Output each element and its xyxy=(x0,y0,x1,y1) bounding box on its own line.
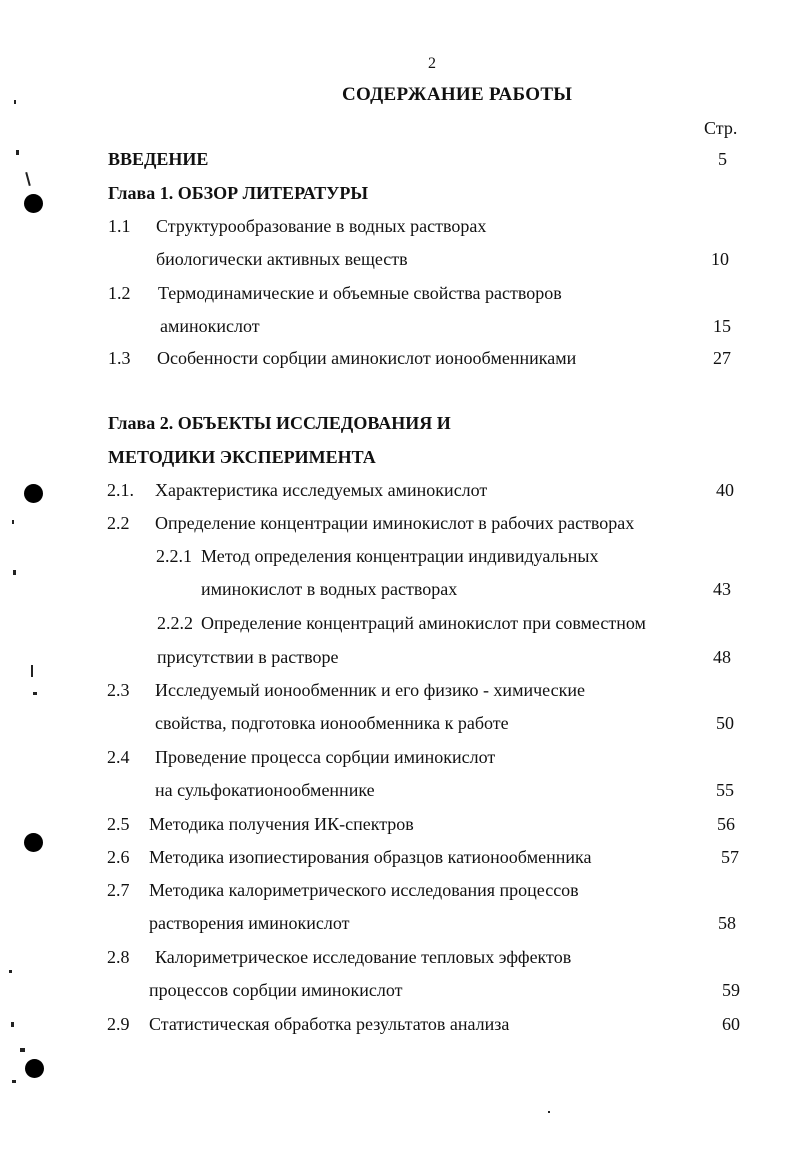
toc-subitem-title: Определение концентраций аминокислот при совместном xyxy=(201,613,646,633)
toc-item-page: 50 xyxy=(716,713,734,733)
punch-hole xyxy=(24,833,43,852)
page-title: СОДЕРЖАНИЕ РАБОТЫ xyxy=(342,84,573,105)
toc-item-title: Характеристика исследуемых аминокислот xyxy=(155,480,488,500)
toc-item-number: 2.6 xyxy=(107,847,130,867)
toc-item-page: 57 xyxy=(721,847,739,867)
scan-speck xyxy=(33,692,37,695)
toc-item-title-cont: на сульфокатионообменнике xyxy=(155,780,375,800)
scan-speck xyxy=(11,1022,14,1027)
toc-item-title: Проведение процесса сорбции иминокислот xyxy=(155,747,496,767)
page-column-header: Стр. xyxy=(704,118,738,138)
toc-item-title: Определение концентрации иминокислот в рабочих растворах xyxy=(155,513,635,533)
toc-subitem-title-cont: иминокислот в водных растворах xyxy=(201,579,458,599)
toc-item-number: 2.7 xyxy=(107,880,130,900)
punch-hole xyxy=(24,484,43,503)
punch-hole xyxy=(25,1059,44,1078)
toc-item-number: 2.4 xyxy=(107,747,130,767)
punch-hole xyxy=(24,194,43,213)
toc-item-page: 58 xyxy=(718,913,736,933)
toc-item-title-cont: свойства, подготовка ионообменника к работе xyxy=(155,713,509,733)
toc-item-title: Методика получения ИК-спектров xyxy=(149,814,414,834)
toc-item-title-cont: процессов сорбции иминокислот xyxy=(149,980,403,1000)
toc-subitem-title-cont: присутствии в растворе xyxy=(157,647,339,667)
toc-item-title: Особенности сорбции аминокислот ионообменниками xyxy=(157,348,577,368)
toc-item-page: 43 xyxy=(713,579,731,599)
chapter2-heading-cont: МЕТОДИКИ ЭКСПЕРИМЕНТА xyxy=(108,447,376,467)
toc-item-number: 2.2 xyxy=(107,513,130,533)
toc-item-title: Термодинамические и объемные свойства растворов xyxy=(158,283,562,303)
toc-item-title-cont: аминокислот xyxy=(160,316,260,336)
toc-item-page: 55 xyxy=(716,780,734,800)
chapter2-heading: Глава 2. ОБЪЕКТЫ ИССЛЕДОВАНИЯ И xyxy=(108,413,451,433)
toc-item-page: 60 xyxy=(722,1014,740,1034)
scan-speck xyxy=(12,1080,16,1083)
toc-subitem-number: 2.2.2 xyxy=(157,613,193,633)
chapter1-heading: Глава 1. ОБЗОР ЛИТЕРАТУРЫ xyxy=(108,183,369,203)
toc-item-page: 40 xyxy=(716,480,734,500)
toc-item-page: 15 xyxy=(713,316,731,336)
toc-item-number: 2.9 xyxy=(107,1014,130,1034)
toc-item-title-cont: биологически активных веществ xyxy=(156,249,408,269)
scan-speck xyxy=(12,520,14,524)
toc-item-page: 10 xyxy=(711,249,729,269)
page-number: 2 xyxy=(428,55,436,72)
toc-item-number: 1.2 xyxy=(108,283,131,303)
scan-speck xyxy=(548,1111,550,1113)
scan-speck xyxy=(9,970,12,973)
scan-speck xyxy=(14,100,16,104)
toc-item-number: 2.3 xyxy=(107,680,130,700)
scan-speck xyxy=(13,570,16,575)
intro-page: 5 xyxy=(718,149,727,169)
toc-item-title-cont: растворения иминокислот xyxy=(149,913,350,933)
toc-item-title: Калориметрическое исследование тепловых эффектов xyxy=(155,947,572,967)
intro-label: ВВЕДЕНИЕ xyxy=(108,149,209,169)
toc-item-page: 48 xyxy=(713,647,731,667)
scan-speck xyxy=(31,665,33,677)
toc-item-number: 1.1 xyxy=(108,216,131,236)
toc-subitem-number: 2.2.1 xyxy=(156,546,192,566)
scan-speck xyxy=(20,1048,25,1052)
toc-item-title: Исследуемый ионообменник и его физико - химические xyxy=(155,680,585,700)
toc-item-number: 2.5 xyxy=(107,814,130,834)
toc-item-page: 59 xyxy=(722,980,740,1000)
toc-item-title: Методика изопиестирования образцов катионообменника xyxy=(149,847,592,867)
scan-speck xyxy=(25,172,31,186)
toc-item-title: Структурообразование в водных растворах xyxy=(156,216,487,236)
toc-item-number: 2.8 xyxy=(107,947,130,967)
toc-item-number: 2.1. xyxy=(107,480,134,500)
toc-item-number: 1.3 xyxy=(108,348,131,368)
toc-item-title: Методика калориметрического исследования процессов xyxy=(149,880,579,900)
toc-item-title: Статистическая обработка результатов анализа xyxy=(149,1014,510,1034)
toc-item-page: 56 xyxy=(717,814,735,834)
toc-subitem-title: Метод определения концентрации индивидуальных xyxy=(201,546,599,566)
toc-item-page: 27 xyxy=(713,348,731,368)
scan-speck xyxy=(16,150,19,155)
